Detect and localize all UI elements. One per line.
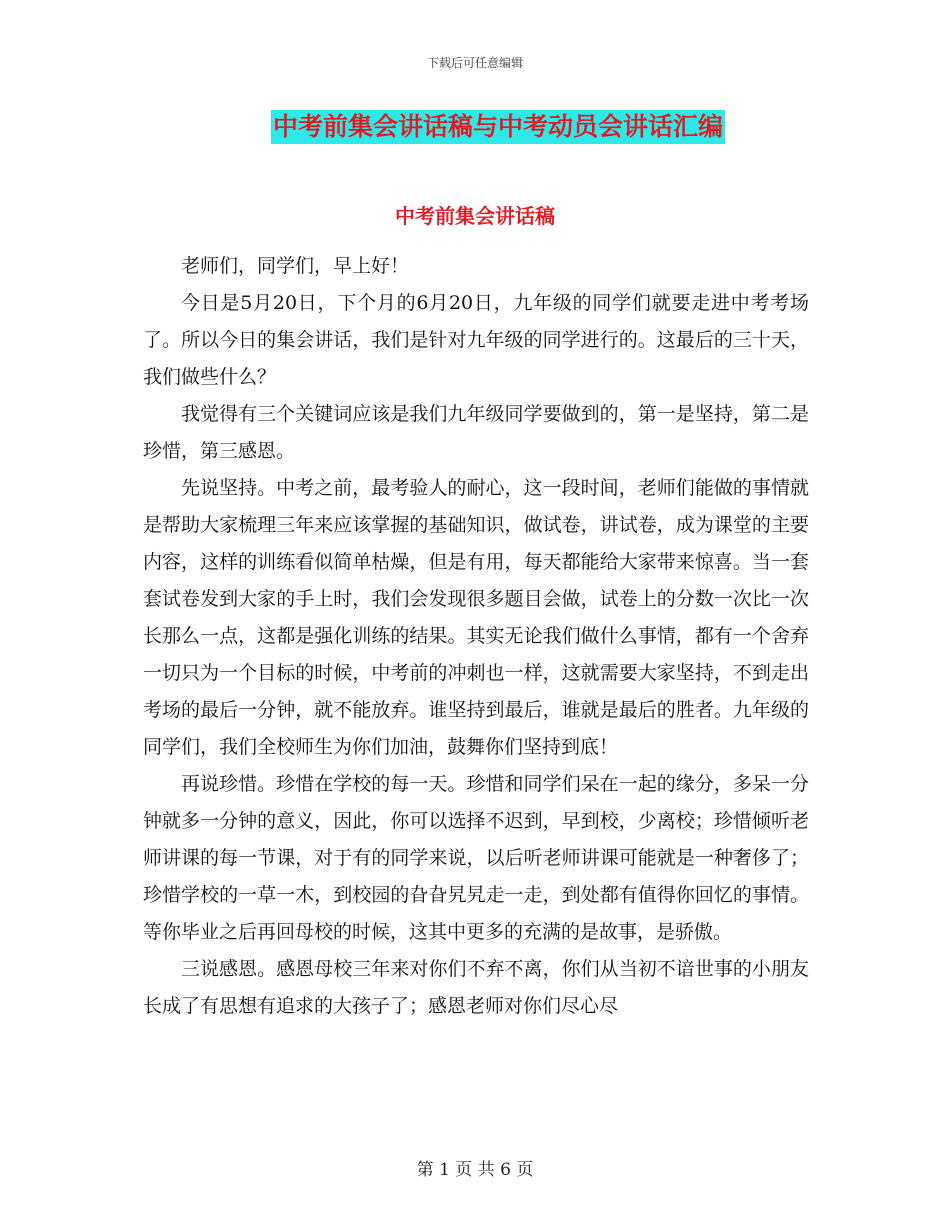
paragraph: 再说珍惜。珍惜在学校的每一天。珍惜和同学们呆在一起的缘分，多呆一分钟就多一分钟的意义，因此，你可以选择不迟到，早到校，少离校；珍惜倾听老师讲课的每一节课，对于有的同学来说，以后听老师讲课可能就是一种奢侈了；珍惜学校的一草一木，到校园的旮旮旯旯走一走，到处都有值得你回忆的事情。等你毕业之后再回母校的时候，这其中更多的充满的是故事，是骄傲。 xyxy=(143,773,809,943)
body-text xyxy=(143,248,809,1025)
paragraph: 今日是5月20日，下个月的6月20日，九年级的同学们就要走进中考考场了。所以今日的集会讲话，我们是针对九年级的同学进行的。这最后的三十天，我们做些什么？ xyxy=(143,292,809,388)
section-title: 中考前集会讲话稿 xyxy=(395,204,555,228)
paragraph: 我觉得有三个关键词应该是我们九年级同学要做到的，第一是坚持，第二是珍惜，第三感恩。 xyxy=(143,403,809,462)
main-title: 中考前集会讲话稿与中考动员会讲话汇编 xyxy=(271,110,725,144)
main-title-container xyxy=(0,110,950,144)
paragraph: 先说坚持。中考之前，最考验人的耐心，这一段时间，老师们能做的事情就是帮助大家梳理三年来应该掌握的基础知识，做试卷，讲试卷，成为课堂的主要内容，这样的训练看似简单枯燥，但是有用，每天都能给大家带来惊喜。当一套套试卷发到大家的手上时，我们会发现很多题目会做，试卷上的分数一次比一次长那么一点，这都是强化训练的结果。其实无论我们做什么事情，都有一个舍弃一切只为一个目标的时候，中考前的冲刺也一样，这就需要大家坚持，不到走出考场的最后一分钟，就不能放弃。谁坚持到最后，谁就是最后的胜者。九年级的同学们，我们全校师生为你们加油，鼓舞你们坚持到底！ xyxy=(143,477,809,758)
paragraph: 三说感恩。感恩母校三年来对你们不弃不离，你们从当初不谙世事的小朋友长成了有思想有追求的大孩子了；感恩老师对你们尽心尽 xyxy=(143,958,809,1017)
header-note: 下载后可任意编辑 xyxy=(426,56,523,70)
page-number: 第 1 页 共 6 页 xyxy=(416,1160,534,1180)
paragraph: 老师们，同学们，早上好！ xyxy=(181,255,410,277)
